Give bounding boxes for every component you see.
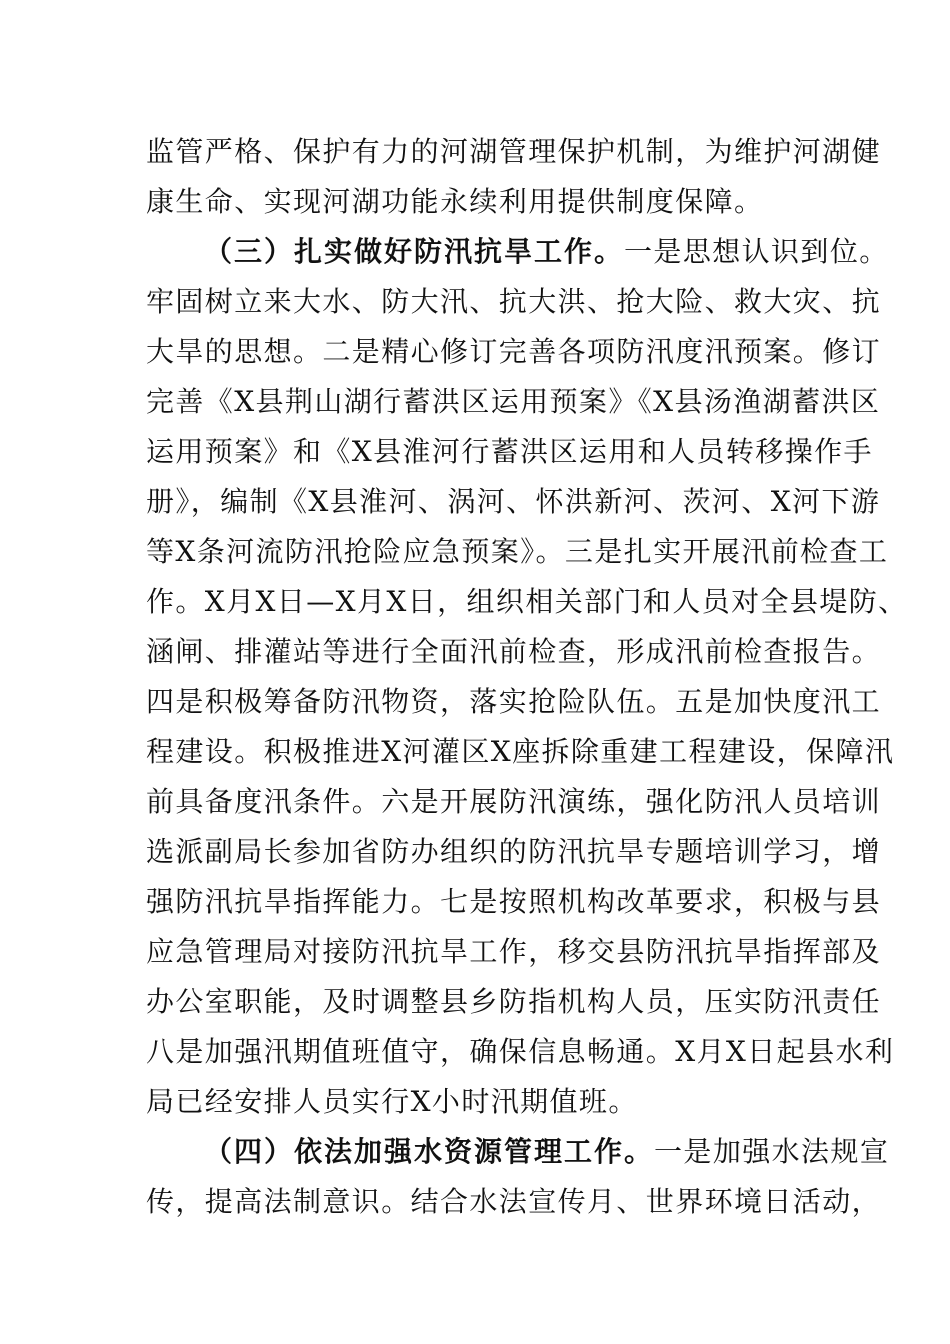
body-text-line bbox=[146, 1032, 894, 1072]
body-text-line bbox=[146, 182, 763, 222]
body-text-line bbox=[146, 532, 888, 572]
body-text-line bbox=[146, 132, 881, 172]
line-text: 前具备度汛条件。六是开展防汛演练，强化防汛人员培训 bbox=[146, 785, 882, 818]
body-text-line bbox=[146, 732, 894, 772]
body-text-line bbox=[146, 832, 881, 872]
body-text-line bbox=[146, 482, 880, 522]
body-text-line bbox=[146, 932, 881, 972]
line-text: 监管严格、保护有力的河湖管理保护机制，为维护河湖健 bbox=[146, 135, 882, 168]
line-text: 完善《X县荆山湖行蓄洪区运用预案》《X县汤渔湖蓄洪区 bbox=[146, 385, 881, 418]
body-text-line bbox=[146, 682, 881, 722]
line-text: 大旱的思想。二是精心修订完善各项防汛度汛预案。修订 bbox=[146, 335, 882, 368]
section-heading-line bbox=[204, 1132, 889, 1172]
line-text: 四是积极筹备防汛物资，落实抢险队伍。五是加快度汛工 bbox=[146, 685, 882, 718]
body-text-line bbox=[146, 382, 880, 422]
line-text: 作。X月X日—X月X日，组织相关部门和人员对全县堤防、 bbox=[146, 585, 908, 618]
body-text-line bbox=[146, 432, 873, 472]
body-text-line bbox=[146, 632, 881, 672]
line-text: 册》，编制《X县淮河、涡河、怀洪新河、茨河、X河下游 bbox=[146, 485, 881, 518]
section-heading: （三）扎实做好防汛抗旱工作。 bbox=[204, 235, 625, 268]
line-text: 一是加强水法规宣 bbox=[654, 1135, 890, 1168]
line-text: 一是思想认识到位。 bbox=[624, 235, 889, 268]
line-text: 康生命、实现河湖功能永续利用提供制度保障。 bbox=[146, 185, 764, 218]
body-text-line bbox=[146, 1182, 881, 1222]
line-text: 强防汛抗旱指挥能力。七是按照机构改革要求，积极与县 bbox=[146, 885, 882, 918]
body-text-line bbox=[146, 782, 881, 822]
line-text: 传，提高法制意识。结合水法宣传月、世界环境日活动， bbox=[146, 1185, 882, 1218]
body-text-line bbox=[146, 332, 881, 372]
line-text: 等X条河流防汛抢险应急预案》。三是扎实开展汛前检查工 bbox=[146, 535, 889, 568]
section-heading-line bbox=[204, 232, 889, 272]
line-text: 八是加强汛期值班值守，确保信息畅通。X月X日起县水利 bbox=[146, 1035, 895, 1068]
line-text: 办公室职能，及时调整县乡防指机构人员，压实防汛责任 bbox=[146, 985, 882, 1018]
body-text-line bbox=[146, 982, 881, 1022]
line-text: 涵闸、排灌站等进行全面汛前检查，形成汛前检查报告。 bbox=[146, 635, 882, 668]
line-text: 程建设。积极推进X河灌区X座拆除重建工程建设，保障汛 bbox=[146, 735, 895, 768]
line-text: 牢固树立来大水、防大汛、抗大洪、抢大险、救大灾、抗 bbox=[146, 285, 882, 318]
body-text-line bbox=[146, 582, 908, 622]
line-text: 局已经安排人员实行X小时汛期值班。 bbox=[146, 1085, 638, 1118]
line-text: 应急管理局对接防汛抗旱工作，移交县防汛抗旱指挥部及 bbox=[146, 935, 882, 968]
section-heading: （四）依法加强水资源管理工作。 bbox=[204, 1135, 655, 1168]
line-text: 运用预案》和《X县淮河行蓄洪区运用和人员转移操作手 bbox=[146, 435, 873, 468]
line-text: 选派副局长参加省防办组织的防汛抗旱专题培训学习，增 bbox=[146, 835, 882, 868]
body-text-line bbox=[146, 282, 881, 322]
body-text-line bbox=[146, 1082, 638, 1122]
body-text-line bbox=[146, 882, 881, 922]
